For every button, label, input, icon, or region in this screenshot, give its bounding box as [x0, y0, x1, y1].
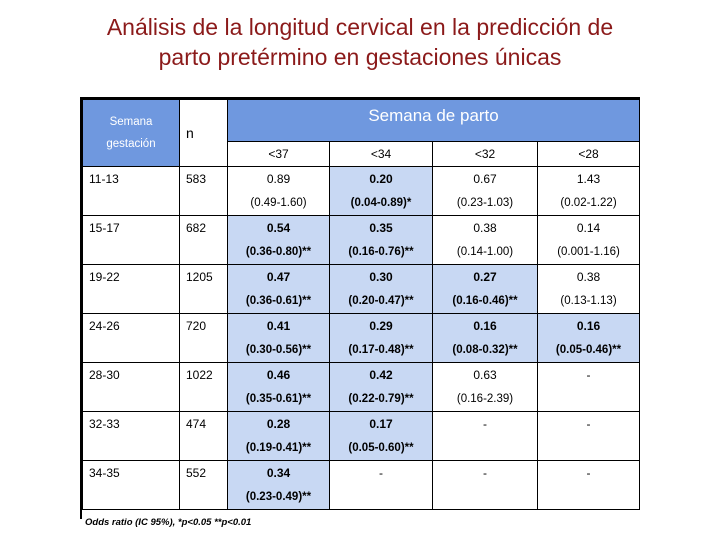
table-row — [83, 314, 640, 363]
confidence-interval: (0.16-0.76)** — [348, 246, 414, 258]
confidence-interval: (0.04-0.89)* — [350, 197, 412, 209]
odds-ratio-value: 0.47 — [266, 270, 291, 284]
header-col-lt37: <37 — [228, 142, 330, 167]
odds-ratio-cell — [228, 412, 330, 461]
confidence-interval: (0.23-1.03) — [456, 197, 514, 209]
odds-ratio-cell — [433, 265, 538, 314]
odds-ratio-value: - — [586, 466, 591, 480]
odds-ratio-value: 0.29 — [369, 319, 393, 333]
row-week: 15-17 — [83, 216, 180, 265]
table-row — [83, 412, 640, 461]
header-col-lt28: <28 — [538, 142, 640, 167]
row-week: 24-26 — [83, 314, 180, 363]
header-semana-de-parto: Semana de parto — [228, 100, 640, 142]
confidence-interval: (0.08-0.32)** — [452, 344, 518, 356]
row-n: 1205 — [180, 265, 228, 314]
odds-ratio-cell — [538, 363, 640, 412]
confidence-interval: (0.22-0.79)** — [348, 393, 414, 405]
confidence-interval: (0.14-1.00) — [456, 246, 514, 258]
odds-ratio-cell — [330, 265, 433, 314]
odds-ratio-cell — [228, 461, 330, 510]
odds-ratio-value: - — [483, 466, 487, 480]
confidence-interval: (0.36-0.61)** — [245, 295, 312, 307]
header-week-label-2: gestación — [106, 138, 156, 150]
odds-ratio-value: 0.38 — [473, 221, 497, 235]
odds-ratio-cell — [433, 216, 538, 265]
odds-ratio-value: 0.20 — [369, 172, 393, 186]
odds-ratio-cell — [538, 461, 640, 510]
confidence-interval: (0.20-0.47)** — [348, 295, 414, 307]
odds-ratio-value: - — [586, 417, 591, 431]
odds-ratio-cell — [330, 314, 433, 363]
title-line-1: Análisis de la longitud cervical en la predicción de — [106, 14, 614, 40]
row-n: 720 — [180, 314, 228, 363]
confidence-interval: (0.30-0.56)** — [245, 344, 312, 356]
odds-ratio-cell — [433, 314, 538, 363]
header-col-lt32: <32 — [433, 142, 538, 167]
odds-ratio-cell — [330, 363, 433, 412]
odds-ratio-value: 0.27 — [473, 270, 497, 284]
odds-ratio-value: 0.42 — [369, 368, 393, 382]
odds-ratio-cell — [228, 216, 330, 265]
odds-ratio-value: 0.17 — [369, 417, 393, 431]
odds-ratio-table — [80, 97, 640, 519]
confidence-interval: (0.23-0.49)** — [245, 491, 312, 503]
odds-ratio-cell — [228, 265, 330, 314]
table-grid — [82, 99, 640, 510]
confidence-interval: (0.17-0.48)** — [348, 344, 414, 356]
table-row — [83, 363, 640, 412]
odds-ratio-value: 0.38 — [576, 270, 601, 284]
odds-ratio-value: 0.67 — [473, 172, 497, 186]
title-line-2: parto pretérmino en gestaciones únicas — [158, 44, 562, 70]
row-week: 32-33 — [83, 412, 180, 461]
odds-ratio-value: 0.89 — [266, 172, 291, 186]
odds-ratio-value: 0.14 — [576, 221, 601, 235]
confidence-interval: (0.001-1.16) — [557, 246, 620, 258]
row-n: 1022 — [180, 363, 228, 412]
odds-ratio-value: 0.30 — [369, 270, 393, 284]
odds-ratio-cell — [330, 412, 433, 461]
odds-ratio-cell — [433, 412, 538, 461]
odds-ratio-value: 0.41 — [266, 319, 291, 333]
confidence-interval: (0.13-1.13) — [560, 295, 617, 307]
slide-title — [0, 12, 720, 72]
odds-ratio-value: 0.28 — [266, 417, 291, 431]
odds-ratio-cell — [433, 363, 538, 412]
row-n: 552 — [180, 461, 228, 510]
odds-ratio-cell — [330, 167, 433, 216]
odds-ratio-value: 0.54 — [266, 221, 291, 235]
odds-ratio-cell — [433, 167, 538, 216]
odds-ratio-value: 0.34 — [266, 466, 291, 480]
confidence-interval: (0.05-0.60)** — [348, 442, 414, 454]
table-row — [83, 461, 640, 510]
confidence-interval: (0.16-0.46)** — [452, 295, 518, 307]
odds-ratio-cell — [538, 167, 640, 216]
confidence-interval: (0.02-1.22) — [560, 197, 617, 209]
confidence-interval: (0.49-1.60) — [250, 197, 307, 209]
row-week: 11-13 — [83, 167, 180, 216]
confidence-interval: (0.36-0.80)** — [245, 246, 312, 258]
row-week: 34-35 — [83, 461, 180, 510]
odds-ratio-value: - — [586, 368, 591, 382]
odds-ratio-cell — [538, 265, 640, 314]
row-week: 19-22 — [83, 265, 180, 314]
odds-ratio-value: 0.16 — [576, 319, 601, 333]
odds-ratio-value: 0.46 — [266, 368, 291, 382]
odds-ratio-cell — [228, 363, 330, 412]
odds-ratio-cell — [330, 216, 433, 265]
row-n: 583 — [180, 167, 228, 216]
odds-ratio-cell — [228, 167, 330, 216]
confidence-interval: (0.16-2.39) — [456, 393, 514, 405]
footnote: Odds ratio (IC 95%), *p<0.05 **p<0.01 — [85, 517, 252, 528]
odds-ratio-value: 0.16 — [473, 319, 497, 333]
odds-ratio-cell — [228, 314, 330, 363]
odds-ratio-cell — [330, 461, 433, 510]
confidence-interval: (0.35-0.61)** — [245, 393, 312, 405]
header-week-cell — [83, 100, 180, 167]
header-n: n — [180, 100, 228, 167]
row-n: 474 — [180, 412, 228, 461]
confidence-interval: (0.19-0.41)** — [245, 442, 312, 454]
odds-ratio-value: 0.35 — [369, 221, 393, 235]
row-week: 28-30 — [83, 363, 180, 412]
odds-ratio-cell — [538, 314, 640, 363]
odds-ratio-value: - — [379, 466, 383, 480]
odds-ratio-cell — [538, 216, 640, 265]
confidence-interval: (0.05-0.46)** — [555, 344, 622, 356]
table-row — [83, 167, 640, 216]
table-row — [83, 265, 640, 314]
odds-ratio-cell — [538, 412, 640, 461]
odds-ratio-value: - — [483, 417, 487, 431]
row-n: 682 — [180, 216, 228, 265]
header-col-lt34: <34 — [330, 142, 433, 167]
odds-ratio-cell — [433, 461, 538, 510]
header-week-label-1: Semana — [109, 116, 153, 128]
table-row — [83, 216, 640, 265]
odds-ratio-value: 1.43 — [576, 172, 601, 186]
odds-ratio-value: 0.63 — [473, 368, 497, 382]
